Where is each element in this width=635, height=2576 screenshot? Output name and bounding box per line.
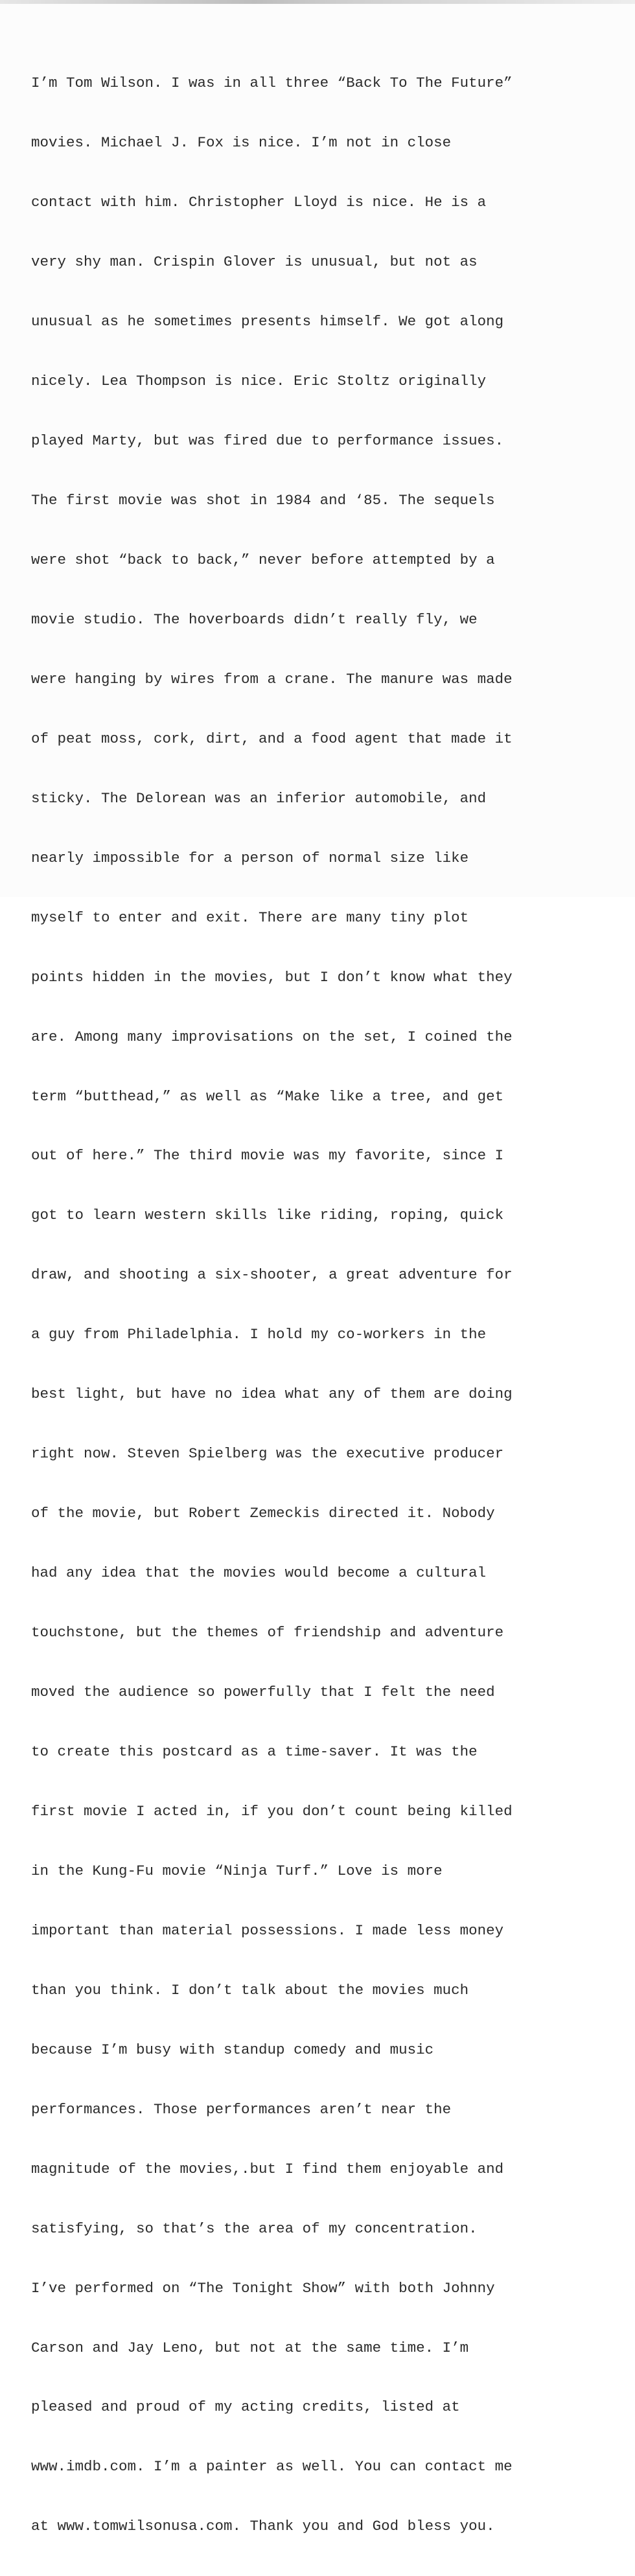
text-line: pleased and proud of my acting credits, listed at (31, 2398, 460, 2416)
text-line: nearly impossible for a person of normal size like (31, 849, 469, 866)
text-line: of the movie, but Robert Zemeckis directed it. Nobody (31, 1505, 495, 1522)
text-line: in the Kung-Fu movie “Ninja Turf.” Love is more (31, 1862, 443, 1879)
text-line: best light, but have no idea what any of them are doing (31, 1386, 513, 1403)
text-line: very shy man. Crispin Glover is unusual, but not as (31, 253, 478, 271)
text-line: draw, and shooting a six-shooter, a great adventure for (31, 1266, 513, 1284)
text-line: I’m Tom Wilson. I was in all three “Back To The Future” (31, 75, 513, 92)
text-line: contact with him. Christopher Lloyd is nice. He is a (31, 194, 487, 211)
text-line: I’ve performed on “The Tonight Show” with both Johnny (31, 2279, 495, 2297)
text-line: touchstone, but the themes of friendship and adventure (31, 1624, 504, 1642)
text-line: because I’m busy with standup comedy and music (31, 2041, 434, 2058)
text-line: magnitude of the movies,.but I find them enjoyable and (31, 2160, 504, 2177)
text-line: of peat moss, cork, dirt, and a food agent that made it (31, 730, 513, 747)
text-line: movies. Michael J. Fox is nice. I’m not in close (31, 134, 452, 152)
text-line: than you think. I don’t talk about the movies much (31, 1981, 469, 1999)
text-line: are. Among many improvisations on the set, I coined the (31, 1028, 513, 1045)
text-line: points hidden in the movies, but I don’t know what they (31, 968, 513, 986)
text-line: played Marty, but was fired due to performance issues. (31, 432, 504, 450)
text-line: unusual as he sometimes presents himself. We got along (31, 313, 504, 331)
text-line: were shot “back to back,” never before attempted by a (31, 551, 495, 568)
text-line: The first movie was shot in 1984 and ‘85. The sequels (31, 491, 495, 509)
text-line: right now. Steven Spielberg was the executive producer (31, 1445, 504, 1463)
text-line: sticky. The Delorean was an inferior automobile, and (31, 789, 487, 807)
postcard-top-edge (0, 0, 635, 4)
text-line: term “butthead,” as well as “Make like a tree, and get (31, 1087, 504, 1105)
postcard-text (31, 34, 513, 2576)
text-line: got to learn western skills like riding, roping, quick (31, 1207, 504, 1224)
text-line: satisfying, so that’s the area of my concentration. (31, 2220, 478, 2237)
text-line: important than material possessions. I made less money (31, 1921, 504, 1939)
text-line: a guy from Philadelphia. I hold my co-workers in the (31, 1326, 487, 1343)
text-line: movie studio. The hoverboards didn’t really fly, we (31, 610, 478, 628)
text-line: myself to enter and exit. There are many tiny plot (31, 909, 469, 926)
text-line: to create this postcard as a time-saver. It was the (31, 1743, 478, 1760)
text-line: www.imdb.com. I’m a painter as well. You can contact me (31, 2458, 513, 2476)
text-line: moved the audience so powerfully that I felt the need (31, 1684, 495, 1701)
text-line: out of here.” The third movie was my favorite, since I (31, 1147, 504, 1165)
text-line: were hanging by wires from a crane. The manure was made (31, 670, 513, 688)
text-line: had any idea that the movies would become a cultural (31, 1564, 487, 1582)
text-line: nicely. Lea Thompson is nice. Eric Stoltz originally (31, 373, 487, 390)
text-line: at www.tomwilsonusa.com. Thank you and God bless you. (31, 2518, 495, 2535)
text-line: Carson and Jay Leno, but not at the same time. I’m (31, 2339, 469, 2356)
text-line: performances. Those performances aren’t near the (31, 2100, 452, 2118)
text-line: first movie I acted in, if you don’t count being killed (31, 1802, 513, 1820)
